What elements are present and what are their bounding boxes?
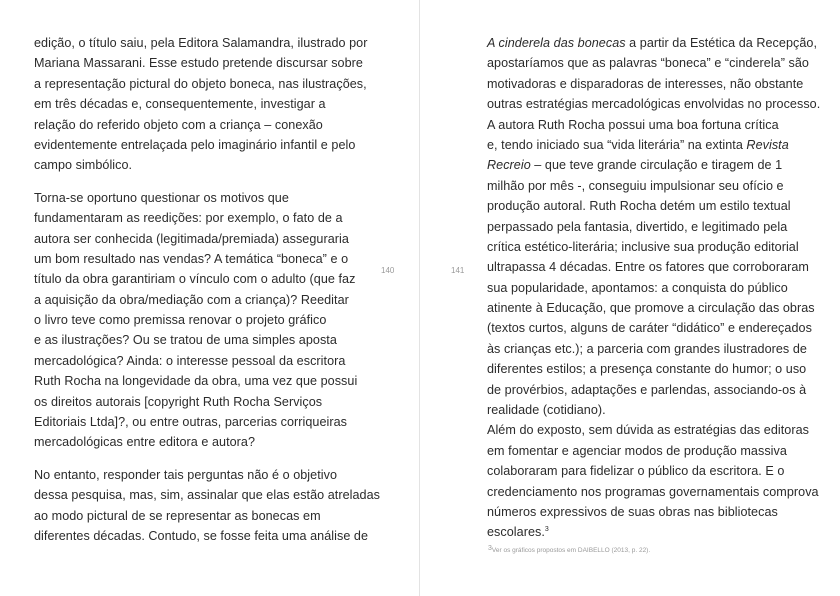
left-page-number: 140	[381, 266, 395, 275]
left-page-body	[34, 33, 381, 546]
text-line: título da obra garantiriam o vínculo com o adulto (que faz	[34, 272, 356, 287]
text-line: escolares.$^3$	[487, 525, 549, 540]
text-line: milhão por mês -, conseguiu impulsionar seu ofício e	[487, 178, 784, 193]
text-line: atinente à Educação, que promove a circulação das obras	[487, 301, 815, 316]
text-line: ao modo pictural de se representar as bonecas em	[34, 508, 321, 523]
text-line: crítica estético-literária; inclusive sua produção editorial	[487, 239, 799, 254]
footnote-text: Ver os gráficos propostos em DAIBELLO (2013, p. 22).	[491, 547, 651, 554]
paragraph-gap	[34, 453, 364, 465]
text-line: Torna-se oportuno questionar os motivos que	[34, 190, 289, 205]
text-line: A autora Ruth Rocha possui uma boa fortuna crítica	[487, 117, 779, 132]
text-line: No entanto, responder tais perguntas não é o objetivo	[34, 467, 338, 482]
text-line: Recreio – que teve grande circulação e tiragem de 1	[487, 158, 783, 173]
text-line: perpassado pela fantasia, divertido, e legitimado pela	[487, 219, 788, 234]
text-line: outras estratégias mercadológicas envolvidas no processo.	[487, 97, 821, 112]
text-line: números expressivos de suas obras nas bibliotecas	[487, 504, 778, 519]
text-line: mercadológica? Ainda: o interesse pessoal da escritora	[34, 353, 346, 368]
text-line: apostaríamos que as palavras “boneca” e “cinderela” são	[487, 56, 809, 71]
right-page-body	[487, 33, 827, 543]
text-line: Ruth Rocha na longevidade da obra, uma vez que possui	[34, 374, 358, 389]
text-line: A cinderela das bonecas a partir da Estética da Recepção,	[487, 36, 818, 50]
text-line: realidade (cotidiano).	[487, 403, 606, 418]
text-line: Além do exposto, sem dúvida as estratégias das editoras	[487, 423, 809, 438]
magazine-title: Recreio	[487, 158, 531, 173]
footnote-reference[interactable]: 3	[544, 526, 549, 534]
text-line: mercadológicas entre editora e autora?	[34, 435, 256, 450]
text-line: a aquisição da obra/mediação com a criança)? Reeditar	[34, 292, 349, 307]
text-line: campo simbólico.	[34, 158, 133, 173]
text-line: em três décadas e, consequentemente, investigar a	[34, 97, 326, 112]
text-line: motivadoras e disparadoras de interesses, não obstante	[487, 76, 804, 91]
magazine-title: Revista	[746, 137, 789, 152]
text-line: dessa pesquisa, mas, sim, assinalar que elas estão atreladas	[34, 488, 381, 503]
text-line: diferentes décadas. Contudo, se fosse feita uma análise de	[34, 528, 369, 543]
text-line: produção autoral. Ruth Rocha detém um estilo textual	[487, 199, 791, 214]
text-line: diferentes estilos; a presença constante do humor; o uso	[487, 362, 807, 377]
text-line: o livro teve como premissa renovar o projeto gráfico	[34, 313, 327, 328]
book-title: A cinderela das bonecas	[487, 36, 626, 50]
text-line: a representação pictural do objeto boneca, nas ilustrações,	[34, 76, 367, 91]
text-line: às crianças etc.); a parceria com grandes ilustradores de	[487, 341, 807, 356]
text-line: e, tendo iniciado sua “vida literária” na extinta Revista	[487, 137, 789, 152]
left-page	[0, 0, 419, 596]
text-line: colaboraram para fidelizar o público da escritora. E o	[487, 464, 785, 479]
text-line: evidentemente entrelaçada pelo imaginário infantil e pelo	[34, 137, 356, 152]
text-line: relação do referido objeto com a criança – conexão	[34, 117, 323, 132]
text-line: Editoriais Ltda]?, ou entre outras, parcerias corriqueiras	[34, 415, 348, 430]
text-line: um bom resultado nas vendas? A temática “boneca” e o	[34, 251, 349, 266]
right-page	[420, 0, 840, 596]
text-line: ultrapassa 4 décadas. Entre os fatores que corroboraram	[487, 260, 809, 275]
text-line: fundamentaram as reedições: por exemplo, o fato de a	[34, 211, 343, 226]
text-line: em fomentar e agenciar modos de produção massiva	[487, 443, 787, 458]
footnote-marker: 3	[488, 545, 492, 552]
text-line: credenciamento nos programas governamentais comprova	[487, 484, 819, 499]
text-line: os direitos autorais [copyright Ruth Rocha Serviços	[34, 394, 323, 409]
text-line: e as ilustrações? Ou se tratou de uma simples aposta	[34, 333, 337, 348]
text-line: sua popularidade, apontamos: a conquista do público	[487, 280, 788, 295]
text-line: autora ser conhecida (legitimada/premiada) asseguraria	[34, 231, 349, 246]
text-line: edição, o título saiu, pela Editora Salamandra, ilustrado por	[34, 36, 368, 50]
text-line: Mariana Massarani. Esse estudo pretende discursar sobre	[34, 56, 363, 71]
text-line: de provérbios, adaptações e parlendas, associando-os à	[487, 382, 807, 397]
text-line: (textos curtos, alguns de caráter “didático” e endereçados	[487, 321, 812, 336]
footnote	[488, 547, 650, 554]
right-page-number: 141	[451, 266, 465, 275]
paragraph-gap	[34, 176, 364, 188]
